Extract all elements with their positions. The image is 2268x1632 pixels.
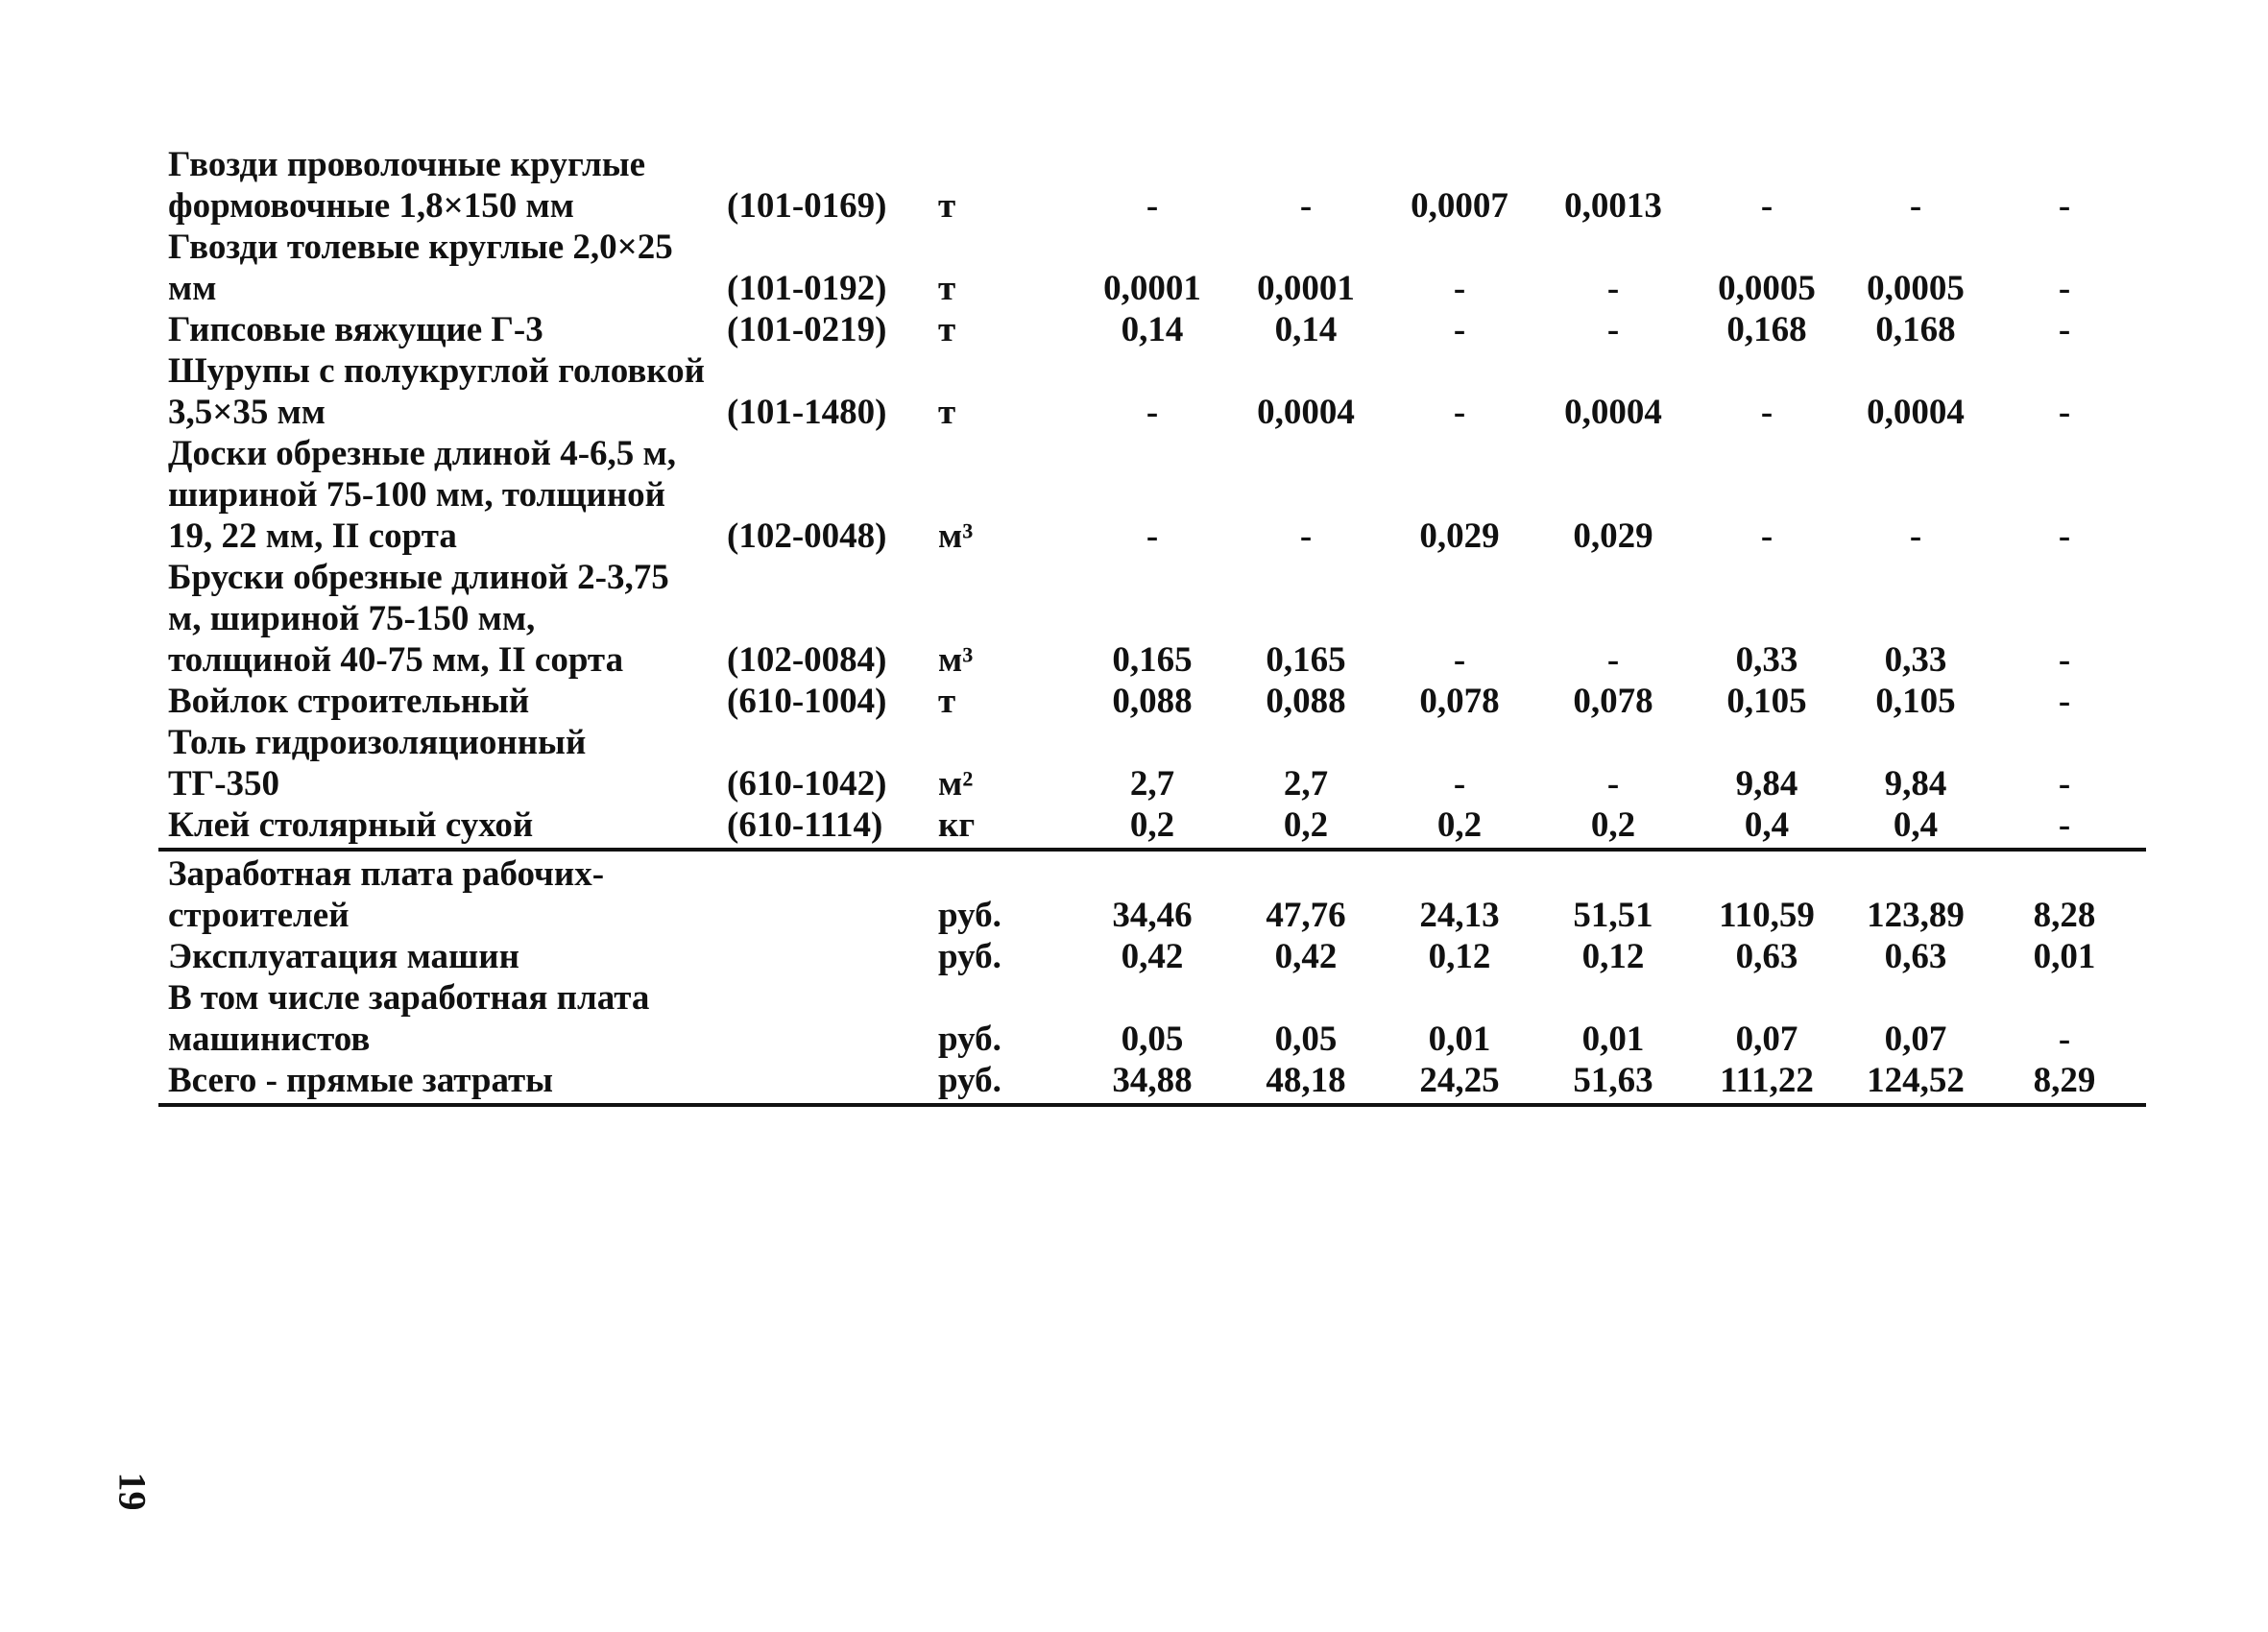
value-cell: - bbox=[1453, 640, 1466, 680]
value-cell: 0,0005 bbox=[1867, 269, 1965, 308]
unit: м² bbox=[938, 764, 974, 804]
unit: м³ bbox=[938, 640, 974, 680]
value-cell: - bbox=[1909, 186, 1922, 226]
value-cell: 0,168 bbox=[1726, 310, 1807, 349]
value-cell: 0,029 bbox=[1573, 516, 1653, 556]
value-cell: 0,0004 bbox=[1564, 393, 1662, 432]
value-cell: 51,63 bbox=[1573, 1061, 1653, 1100]
resource-code: (610-1042) bbox=[727, 764, 887, 804]
value-cell: - bbox=[1760, 186, 1773, 226]
value-cell: 0,2 bbox=[1129, 805, 1175, 845]
value-cell: 0,63 bbox=[1884, 937, 1947, 976]
value-cell: 0,14 bbox=[1274, 310, 1338, 349]
unit: руб. bbox=[938, 896, 1001, 935]
value-cell: 0,33 bbox=[1884, 640, 1947, 680]
value-cell: 9,84 bbox=[1735, 764, 1798, 804]
cost-item-name: Всего - прямые затраты bbox=[168, 1061, 554, 1100]
unit: руб. bbox=[938, 937, 1001, 976]
cost-item-name: Заработная плата рабочих-строителей bbox=[168, 854, 605, 935]
table-row bbox=[158, 557, 2146, 681]
value-cell: 2,7 bbox=[1283, 764, 1329, 804]
value-cell: 0,33 bbox=[1735, 640, 1798, 680]
value-cell: - bbox=[1760, 393, 1773, 432]
value-cell: 51,51 bbox=[1573, 896, 1653, 935]
unit: т bbox=[938, 269, 956, 308]
value-cell: - bbox=[1146, 393, 1159, 432]
table-bottom-rule bbox=[158, 1103, 2146, 1107]
value-cell: 123,89 bbox=[1867, 896, 1965, 935]
value-cell: - bbox=[1453, 269, 1466, 308]
resource-code: (610-1004) bbox=[727, 682, 887, 721]
resource-table bbox=[158, 144, 2146, 1109]
resource-code: (102-0084) bbox=[727, 640, 887, 680]
value-cell: 124,52 bbox=[1867, 1061, 1965, 1100]
table-row bbox=[158, 309, 2146, 350]
value-cell: 8,28 bbox=[2033, 896, 2096, 935]
value-cell: 24,25 bbox=[1419, 1061, 1500, 1100]
material-name: Бруски обрезные длиной 2-3,75 м, шириной 75-150 мм, толщиной 40-75 мм, II сорта bbox=[168, 558, 669, 680]
value-cell: 0,63 bbox=[1735, 937, 1798, 976]
resource-code: (101-0169) bbox=[727, 186, 887, 226]
value-cell: - bbox=[2058, 805, 2071, 845]
material-name: Войлок строительный bbox=[168, 682, 530, 721]
material-name: Гвозди проволочные круглые формовочные 1,8×150 мм bbox=[168, 145, 646, 226]
value-cell: 0,0005 bbox=[1718, 269, 1816, 308]
resource-code: (101-1480) bbox=[727, 393, 887, 432]
value-cell: 34,46 bbox=[1112, 896, 1193, 935]
value-cell: 0,078 bbox=[1573, 682, 1653, 721]
resource-code: (101-0219) bbox=[727, 310, 887, 349]
unit: руб. bbox=[938, 1020, 1001, 1059]
value-cell: 0,168 bbox=[1875, 310, 1956, 349]
value-cell: 0,088 bbox=[1112, 682, 1193, 721]
material-name: Шурупы с полукруглой головкой 3,5×35 мм bbox=[168, 351, 705, 432]
value-cell: 0,0004 bbox=[1257, 393, 1355, 432]
value-cell: 0,42 bbox=[1121, 937, 1184, 976]
value-cell: 0,165 bbox=[1266, 640, 1346, 680]
value-cell: 0,105 bbox=[1875, 682, 1956, 721]
material-name: Клей столярный сухой bbox=[168, 805, 534, 845]
resource-code: (610-1114) bbox=[727, 805, 883, 845]
value-cell: - bbox=[2058, 682, 2071, 721]
value-cell: - bbox=[2058, 310, 2071, 349]
value-cell: 0,088 bbox=[1266, 682, 1346, 721]
value-cell: 0,01 bbox=[2033, 937, 2096, 976]
material-name: Гипсовые вяжущие Г-3 bbox=[168, 310, 543, 349]
table-row bbox=[158, 681, 2146, 722]
value-cell: - bbox=[2058, 393, 2071, 432]
value-cell: 34,88 bbox=[1112, 1061, 1193, 1100]
unit: т bbox=[938, 682, 956, 721]
material-name: Доски обрезные длиной 4-6,5 м, шириной 75-100 мм, толщиной 19, 22 мм, II сорта bbox=[168, 434, 676, 556]
value-cell: 24,13 bbox=[1419, 896, 1500, 935]
value-cell: 47,76 bbox=[1266, 896, 1346, 935]
value-cell: 0,165 bbox=[1112, 640, 1193, 680]
value-cell: - bbox=[1760, 516, 1773, 556]
value-cell: - bbox=[1299, 516, 1313, 556]
value-cell: 0,05 bbox=[1274, 1020, 1338, 1059]
value-cell: - bbox=[1606, 269, 1620, 308]
value-cell: - bbox=[2058, 269, 2071, 308]
unit: т bbox=[938, 310, 956, 349]
value-cell: - bbox=[1606, 310, 1620, 349]
page-number: 19 bbox=[110, 1472, 155, 1511]
table-row bbox=[158, 433, 2146, 557]
cost-item-name: В том числе заработная плата машинистов bbox=[168, 978, 650, 1059]
unit: м³ bbox=[938, 516, 974, 556]
value-cell: 0,2 bbox=[1436, 805, 1483, 845]
value-cell: 0,12 bbox=[1428, 937, 1491, 976]
value-cell: 0,0001 bbox=[1257, 269, 1355, 308]
table-row bbox=[158, 722, 2146, 804]
value-cell: - bbox=[1453, 310, 1466, 349]
value-cell: 0,4 bbox=[1744, 805, 1790, 845]
value-cell: 2,7 bbox=[1129, 764, 1175, 804]
value-cell: 0,01 bbox=[1581, 1020, 1645, 1059]
value-cell: 0,42 bbox=[1274, 937, 1338, 976]
value-cell: 0,0013 bbox=[1564, 186, 1662, 226]
value-cell: - bbox=[1909, 516, 1922, 556]
value-cell: - bbox=[1453, 764, 1466, 804]
value-cell: - bbox=[2058, 186, 2071, 226]
cost-item-name: Эксплуатация машин bbox=[168, 937, 519, 976]
value-cell: 0,05 bbox=[1121, 1020, 1184, 1059]
value-cell: - bbox=[1606, 640, 1620, 680]
resource-code: (101-0192) bbox=[727, 269, 887, 308]
value-cell: - bbox=[2058, 516, 2071, 556]
value-cell: 48,18 bbox=[1266, 1061, 1346, 1100]
table-row bbox=[158, 144, 2146, 227]
value-cell: 0,12 bbox=[1581, 937, 1645, 976]
value-cell: 0,07 bbox=[1735, 1020, 1798, 1059]
value-cell: - bbox=[2058, 1020, 2071, 1059]
value-cell: - bbox=[1453, 393, 1466, 432]
unit: т bbox=[938, 186, 956, 226]
value-cell: - bbox=[2058, 764, 2071, 804]
value-cell: 0,0004 bbox=[1867, 393, 1965, 432]
value-cell: 9,84 bbox=[1884, 764, 1947, 804]
value-cell: 8,29 bbox=[2033, 1061, 2096, 1100]
value-cell: - bbox=[1146, 516, 1159, 556]
value-cell: 0,0001 bbox=[1103, 269, 1201, 308]
unit: руб. bbox=[938, 1061, 1001, 1100]
table-row bbox=[158, 350, 2146, 433]
value-cell: - bbox=[1146, 186, 1159, 226]
totals-row bbox=[158, 977, 2146, 1060]
value-cell: 0,2 bbox=[1283, 805, 1329, 845]
value-cell: 0,078 bbox=[1419, 682, 1500, 721]
value-cell: 0,2 bbox=[1590, 805, 1636, 845]
totals-row bbox=[158, 853, 2146, 936]
material-name: Толь гидроизоляционный ТГ-350 bbox=[168, 723, 587, 804]
totals-row bbox=[158, 1060, 2146, 1101]
value-cell: 0,029 bbox=[1419, 516, 1500, 556]
value-cell: - bbox=[2058, 640, 2071, 680]
value-cell: 0,14 bbox=[1121, 310, 1184, 349]
totals-row bbox=[158, 936, 2146, 977]
table-divider bbox=[158, 848, 2146, 852]
value-cell: 110,59 bbox=[1719, 896, 1815, 935]
value-cell: 0,07 bbox=[1884, 1020, 1947, 1059]
table-row bbox=[158, 227, 2146, 309]
value-cell: 0,0007 bbox=[1411, 186, 1508, 226]
value-cell: 0,01 bbox=[1428, 1020, 1491, 1059]
material-name: Гвозди толевые круглые 2,0×25 мм bbox=[168, 228, 673, 308]
value-cell: 0,4 bbox=[1893, 805, 1939, 845]
unit: т bbox=[938, 393, 956, 432]
resource-code: (102-0048) bbox=[727, 516, 887, 556]
value-cell: 0,105 bbox=[1726, 682, 1807, 721]
value-cell: - bbox=[1606, 764, 1620, 804]
value-cell: 111,22 bbox=[1720, 1061, 1814, 1100]
unit: кг bbox=[938, 805, 976, 845]
value-cell: - bbox=[1299, 186, 1313, 226]
table-row bbox=[158, 804, 2146, 846]
